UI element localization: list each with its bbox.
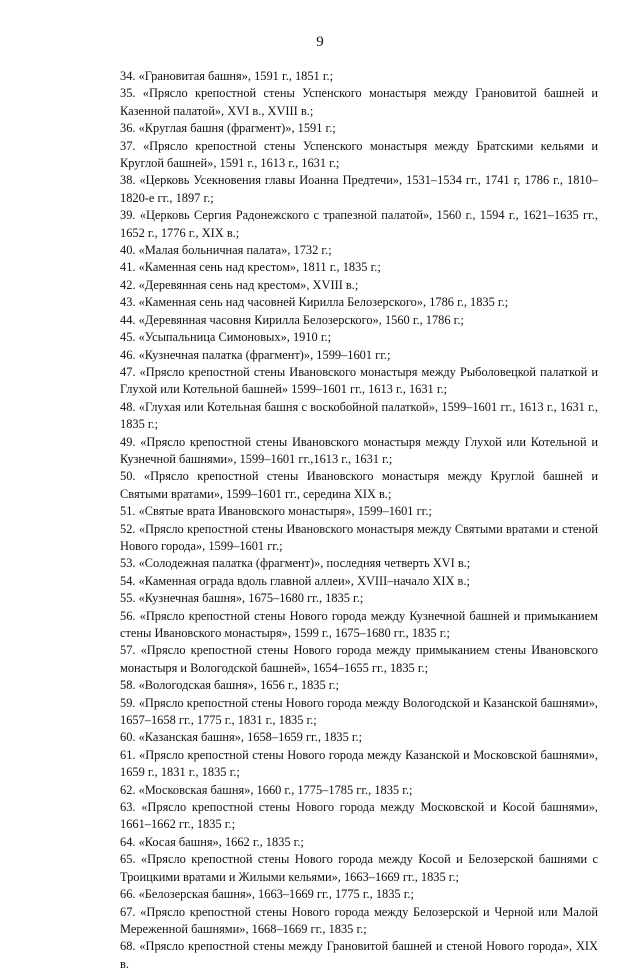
list-item: 61. «Прясло крепостной стены Нового города между Казанской и Московской башнями», 1659 г., 1831 г., 1835 г.;	[120, 747, 598, 780]
list-item: 56. «Прясло крепостной стены Нового города между Кузнечной башней и примыканием стены Ивановского монастыря», 1599 г., 1675–1680 гг., 1835 г.;	[120, 608, 598, 640]
entry-list	[120, 68, 598, 973]
list-item: 34. «Грановитая башня», 1591 г., 1851 г.;	[120, 69, 334, 83]
list-item: 53. «Солодежная палатка (фрагмент)», последняя четверть XVI в.;	[120, 556, 471, 571]
list-item: 47. «Прясло крепостной стены Ивановского монастыря между Рыболовецкой палаткой и Глухой или Котельной башней» 1599–1601 гг., 1613 г., 1631 г.;	[120, 364, 598, 397]
list-item: 58. «Вологодская башня», 1656 г., 1835 г.;	[120, 678, 340, 693]
list-item: 59. «Прясло крепостной стены Нового города между Вологодской и Казанской башнями», 1657–1658 гг., 1775 г., 1831 г., 1835 г.;	[120, 695, 598, 728]
list-item: 62. «Московская башня», 1660 г., 1775–1785 гг., 1835 г.;	[120, 782, 413, 797]
list-item: 51. «Святые врата Ивановского монастыря», 1599–1601 гг.;	[120, 504, 432, 519]
list-item: 45. «Усыпальница Симоновых», 1910 г.;	[120, 330, 332, 345]
list-item: 54. «Каменная ограда вдоль главной аллеи», XVIII–начало XIX в.;	[120, 573, 470, 588]
list-item: 36. «Круглая башня (фрагмент)», 1591 г.;	[120, 121, 336, 136]
list-item: 39. «Церковь Сергия Радонежского с трапезной палатой», 1560 г., 1594 г., 1621–1635 гг., 1652 г., 1776 г., XIX в.;	[120, 208, 598, 240]
list-item: 60. «Казанская башня», 1658–1659 гг., 1835 г.;	[120, 730, 363, 745]
list-item: 43. «Каменная сень над часовней Кирилла Белозерского», 1786 г., 1835 г.;	[120, 295, 509, 310]
list-item: 55. «Кузнечная башня», 1675–1680 гг., 1835 г.;	[120, 591, 364, 606]
list-item: 66. «Белозерская башня», 1663–1669 гг., 1775 г., 1835 г.;	[120, 887, 414, 902]
list-item: 41. «Каменная сень над крестом», 1811 г., 1835 г.;	[120, 260, 381, 275]
list-item: 67. «Прясло крепостной стены Нового города между Белозерской и Черной или Малой Мереженной башнями», 1668–1669 гг., 1835 г.;	[120, 904, 598, 936]
list-item: 48. «Глухая или Котельная башня с воскобойной палаткой», 1599–1601 гг., 1613 г., 1631 г., 1835 г.;	[120, 399, 598, 432]
page-number: 9	[316, 34, 324, 50]
list-item: 35. «Прясло крепостной стены Успенского монастыря между Грановитой башней и Казенной палатой», XVI в., XVIII в.;	[120, 86, 598, 118]
list-item: 44. «Деревянная часовня Кирилла Белозерского», 1560 г., 1786 г.;	[120, 312, 464, 327]
list-item: 52. «Прясло крепостной стены Ивановского монастыря между Святыми вратами и стеной Нового города», 1599–1601 гг.;	[120, 521, 598, 553]
list-item: 40. «Малая больничная палата», 1732 г.;	[120, 243, 332, 258]
list-item: 63. «Прясло крепостной стены Нового города между Московской и Косой башнями», 1661–1662 гг., 1835 г.;	[120, 800, 598, 832]
list-item: 64. «Косая башня», 1662 г., 1835 г.;	[120, 834, 304, 849]
list-item: 50. «Прясло крепостной стены Ивановского монастыря между Круглой башней и Святыми вратами», 1599–1601 гг., середина XIX в.;	[120, 469, 598, 501]
list-item: 37. «Прясло крепостной стены Успенского монастыря между Братскими кельями и Круглой башней», 1591 г., 1613 г., 1631 г.;	[120, 138, 598, 171]
list-item: 42. «Деревянная сень над крестом», XVIII в.;	[120, 277, 359, 292]
list-item: 38. «Церковь Усекновения главы Иоанна Предтечи», 1531–1534 гг., 1741 г, 1786 г., 1810–1820-е гг., 1897 г.;	[120, 173, 598, 205]
list-item: 57. «Прясло крепостной стены Нового города между примыканием стены Ивановского монастыря и Вологодской башней», 1654–1655 гг., 1835 г.;	[120, 643, 598, 675]
list-item: 68. «Прясло крепостной стены между Грановитой башней и стеной Нового города», XIX в.	[120, 939, 598, 971]
list-item: 49. «Прясло крепостной стены Ивановского монастыря между Глухой или Котельной и Кузнечной башнями», 1599–1601 гг.,1613 г., 1631 г.;	[120, 434, 598, 466]
list-item: 65. «Прясло крепостной стены Нового города между Косой и Белозерской башнями с Троицкими вратами и Жилыми кельями», 1663–1669 гг., 1835 г.;	[120, 852, 598, 884]
list-item: 46. «Кузнечная палатка (фрагмент)», 1599–1601 гг.;	[120, 347, 391, 362]
